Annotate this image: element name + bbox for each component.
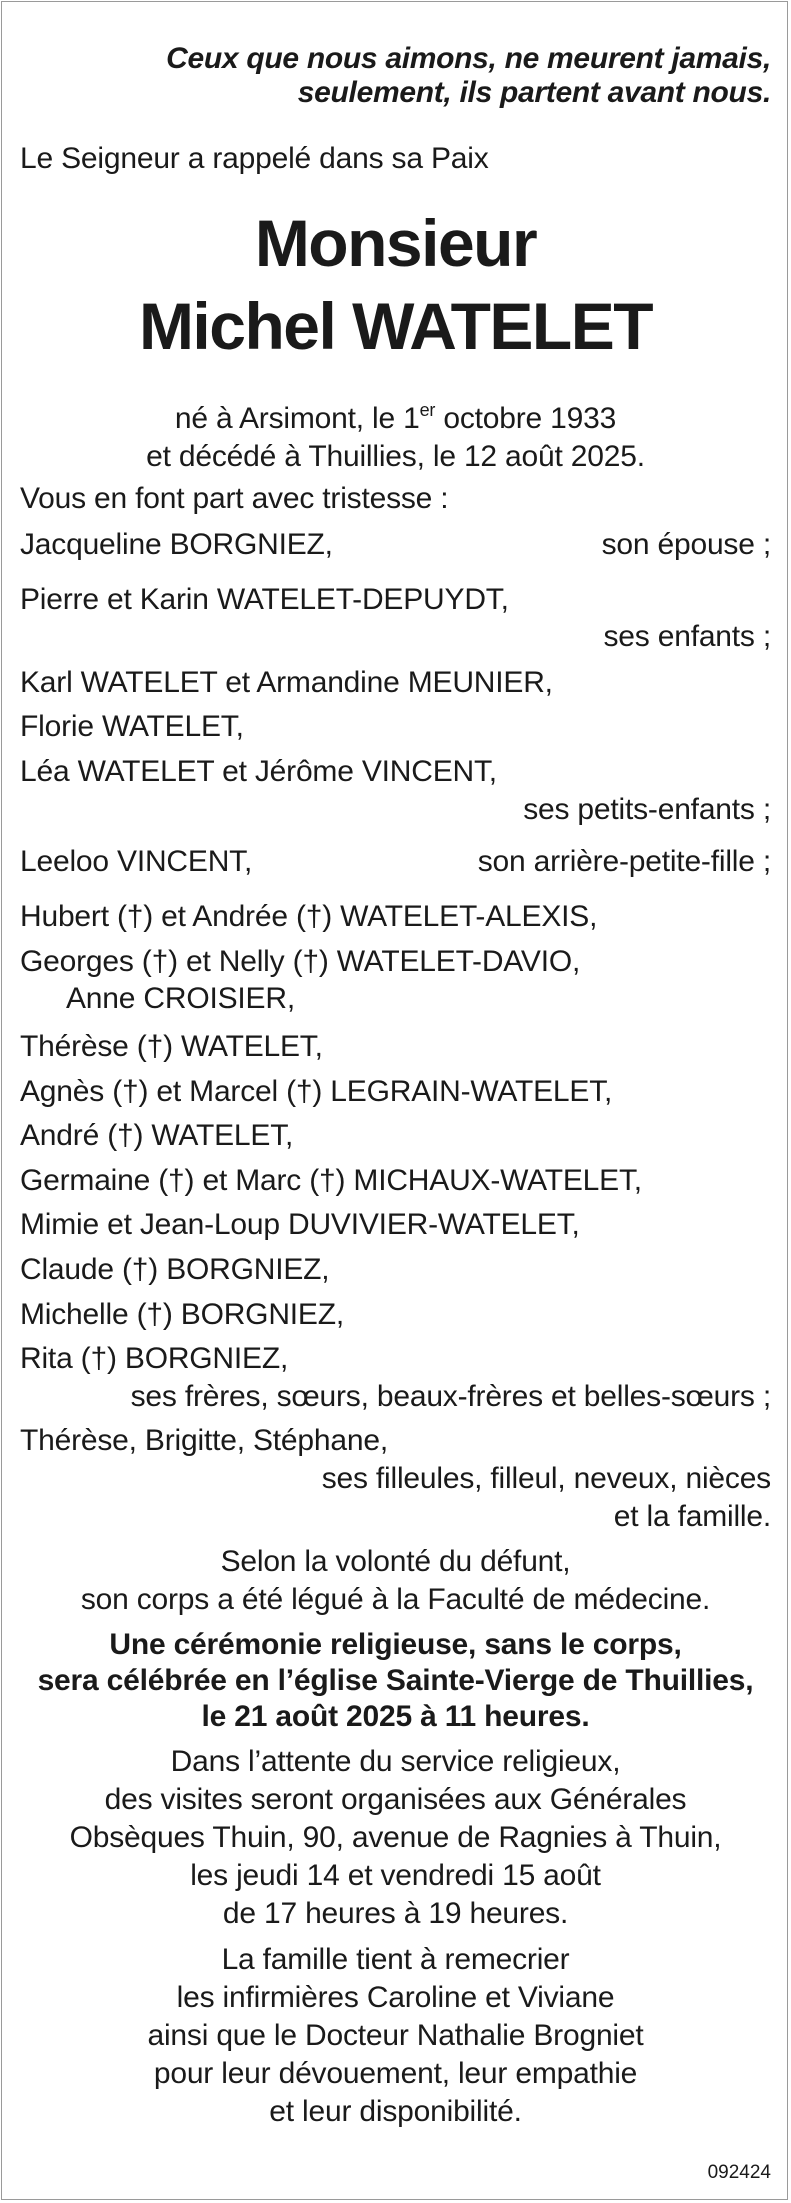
name-title: Monsieur [254,206,537,280]
thanks-line-1: La famille tient à remecrier [221,1943,570,1976]
thanks-line-3: ainsi que le Docteur Nathalie Brogniet [147,2019,644,2052]
birth-suffix: octobre 1933 [435,402,617,435]
grandchild-3: Léa WATELET et Jérôme VINCENT, [20,755,497,788]
ceremony-line-3: le 21 août 2025 à 11 heures. [201,1700,590,1733]
family-end: et la famille. [613,1500,771,1533]
sibling-4: Agnès (†) et Marcel (†) LEGRAIN-WATELET, [20,1075,613,1108]
thanks-line-5: et leur disponibilité. [269,2095,522,2128]
sibling-5: André (†) WATELET, [20,1119,294,1152]
spouse-role: son épouse ; [601,528,771,561]
visits-line-1: Dans l’attente du service religieux, [170,1745,621,1778]
name-full: Michel WATELET [138,289,653,363]
sibling-7: Mimie et Jean-Loup DUVIVIER-WATELET, [20,1208,580,1241]
sibling-2: Georges (†) et Nelly (†) WATELET-DAVIO, [20,945,581,978]
sibling-9: Michelle (†) BORGNIEZ, [20,1298,344,1331]
sibling-10: Rita (†) BORGNIEZ, [20,1342,289,1375]
grandchild-2: Florie WATELET, [20,710,244,743]
birth-prefix: né à Arsimont, le 1 [174,402,420,435]
grandchildren-role: ses petits-enfants ; [523,793,771,826]
sibling-1: Hubert (†) et Andrée (†) WATELET-ALEXIS, [20,900,598,933]
birth-sup: er [419,400,436,420]
visits-line-5: de 17 heures à 19 heures. [222,1897,569,1930]
will-line-1: Selon la volonté du défunt, [220,1545,571,1578]
ceremony-line-1: Une cérémonie religieuse, sans le corps, [109,1628,682,1661]
reference-number: 092424 [707,2162,771,2183]
visits-line-4: les jeudi 14 et vendredi 15 août [190,1859,601,1892]
birth-line [0,402,791,436]
great-grandchild-role: son arrière-petite-fille ; [477,845,771,878]
announce-text: Vous en font part avec tristesse : [20,482,449,515]
sibling-8: Claude (†) BORGNIEZ, [20,1253,330,1286]
visits-line-2: des visites seront organisées aux Générales [104,1783,687,1816]
will-line-2: son corps a été légué à la Faculté de médecine. [80,1583,711,1616]
thanks-line-2: les infirmières Caroline et Viviane [176,1981,615,2014]
siblings-role: ses frères, sœurs, beaux-frères et belles-sœurs ; [130,1380,771,1413]
grandchild-1: Karl WATELET et Armandine MEUNIER, [20,666,553,699]
visits-line-3: Obsèques Thuin, 90, avenue de Ragnies à Thuin, [69,1821,722,1854]
spouse-name: Jacqueline BORGNIEZ, [20,528,333,561]
death-line: et décédé à Thuillies, le 12 août 2025. [146,440,645,473]
thanks-line-4: pour leur dévouement, leur empathie [153,2057,638,2090]
sibling-6: Germaine (†) et Marc (†) MICHAUX-WATELET, [20,1164,642,1197]
great-grandchild-name: Leeloo VINCENT, [20,845,253,878]
sibling-3: Thérèse (†) WATELET, [20,1030,323,1063]
children-role: ses enfants ; [603,620,771,653]
quote-line-1: Ceux que nous aimons, ne meurent jamais, [166,42,771,75]
children-name: Pierre et Karin WATELET-DEPUYDT, [20,583,509,616]
ceremony-line-2: sera célébrée en l’église Sainte-Vierge de Thuillies, [37,1664,754,1697]
godchildren-names: Thérèse, Brigitte, Stéphane, [20,1424,388,1457]
godchildren-role: ses filleules, filleul, neveux, nièces [321,1462,771,1495]
quote-line-2: seulement, ils partent avant nous. [297,76,771,109]
sibling-2b: Anne CROISIER, [66,982,295,1015]
intro-text: Le Seigneur a rappelé dans sa Paix [20,142,489,175]
